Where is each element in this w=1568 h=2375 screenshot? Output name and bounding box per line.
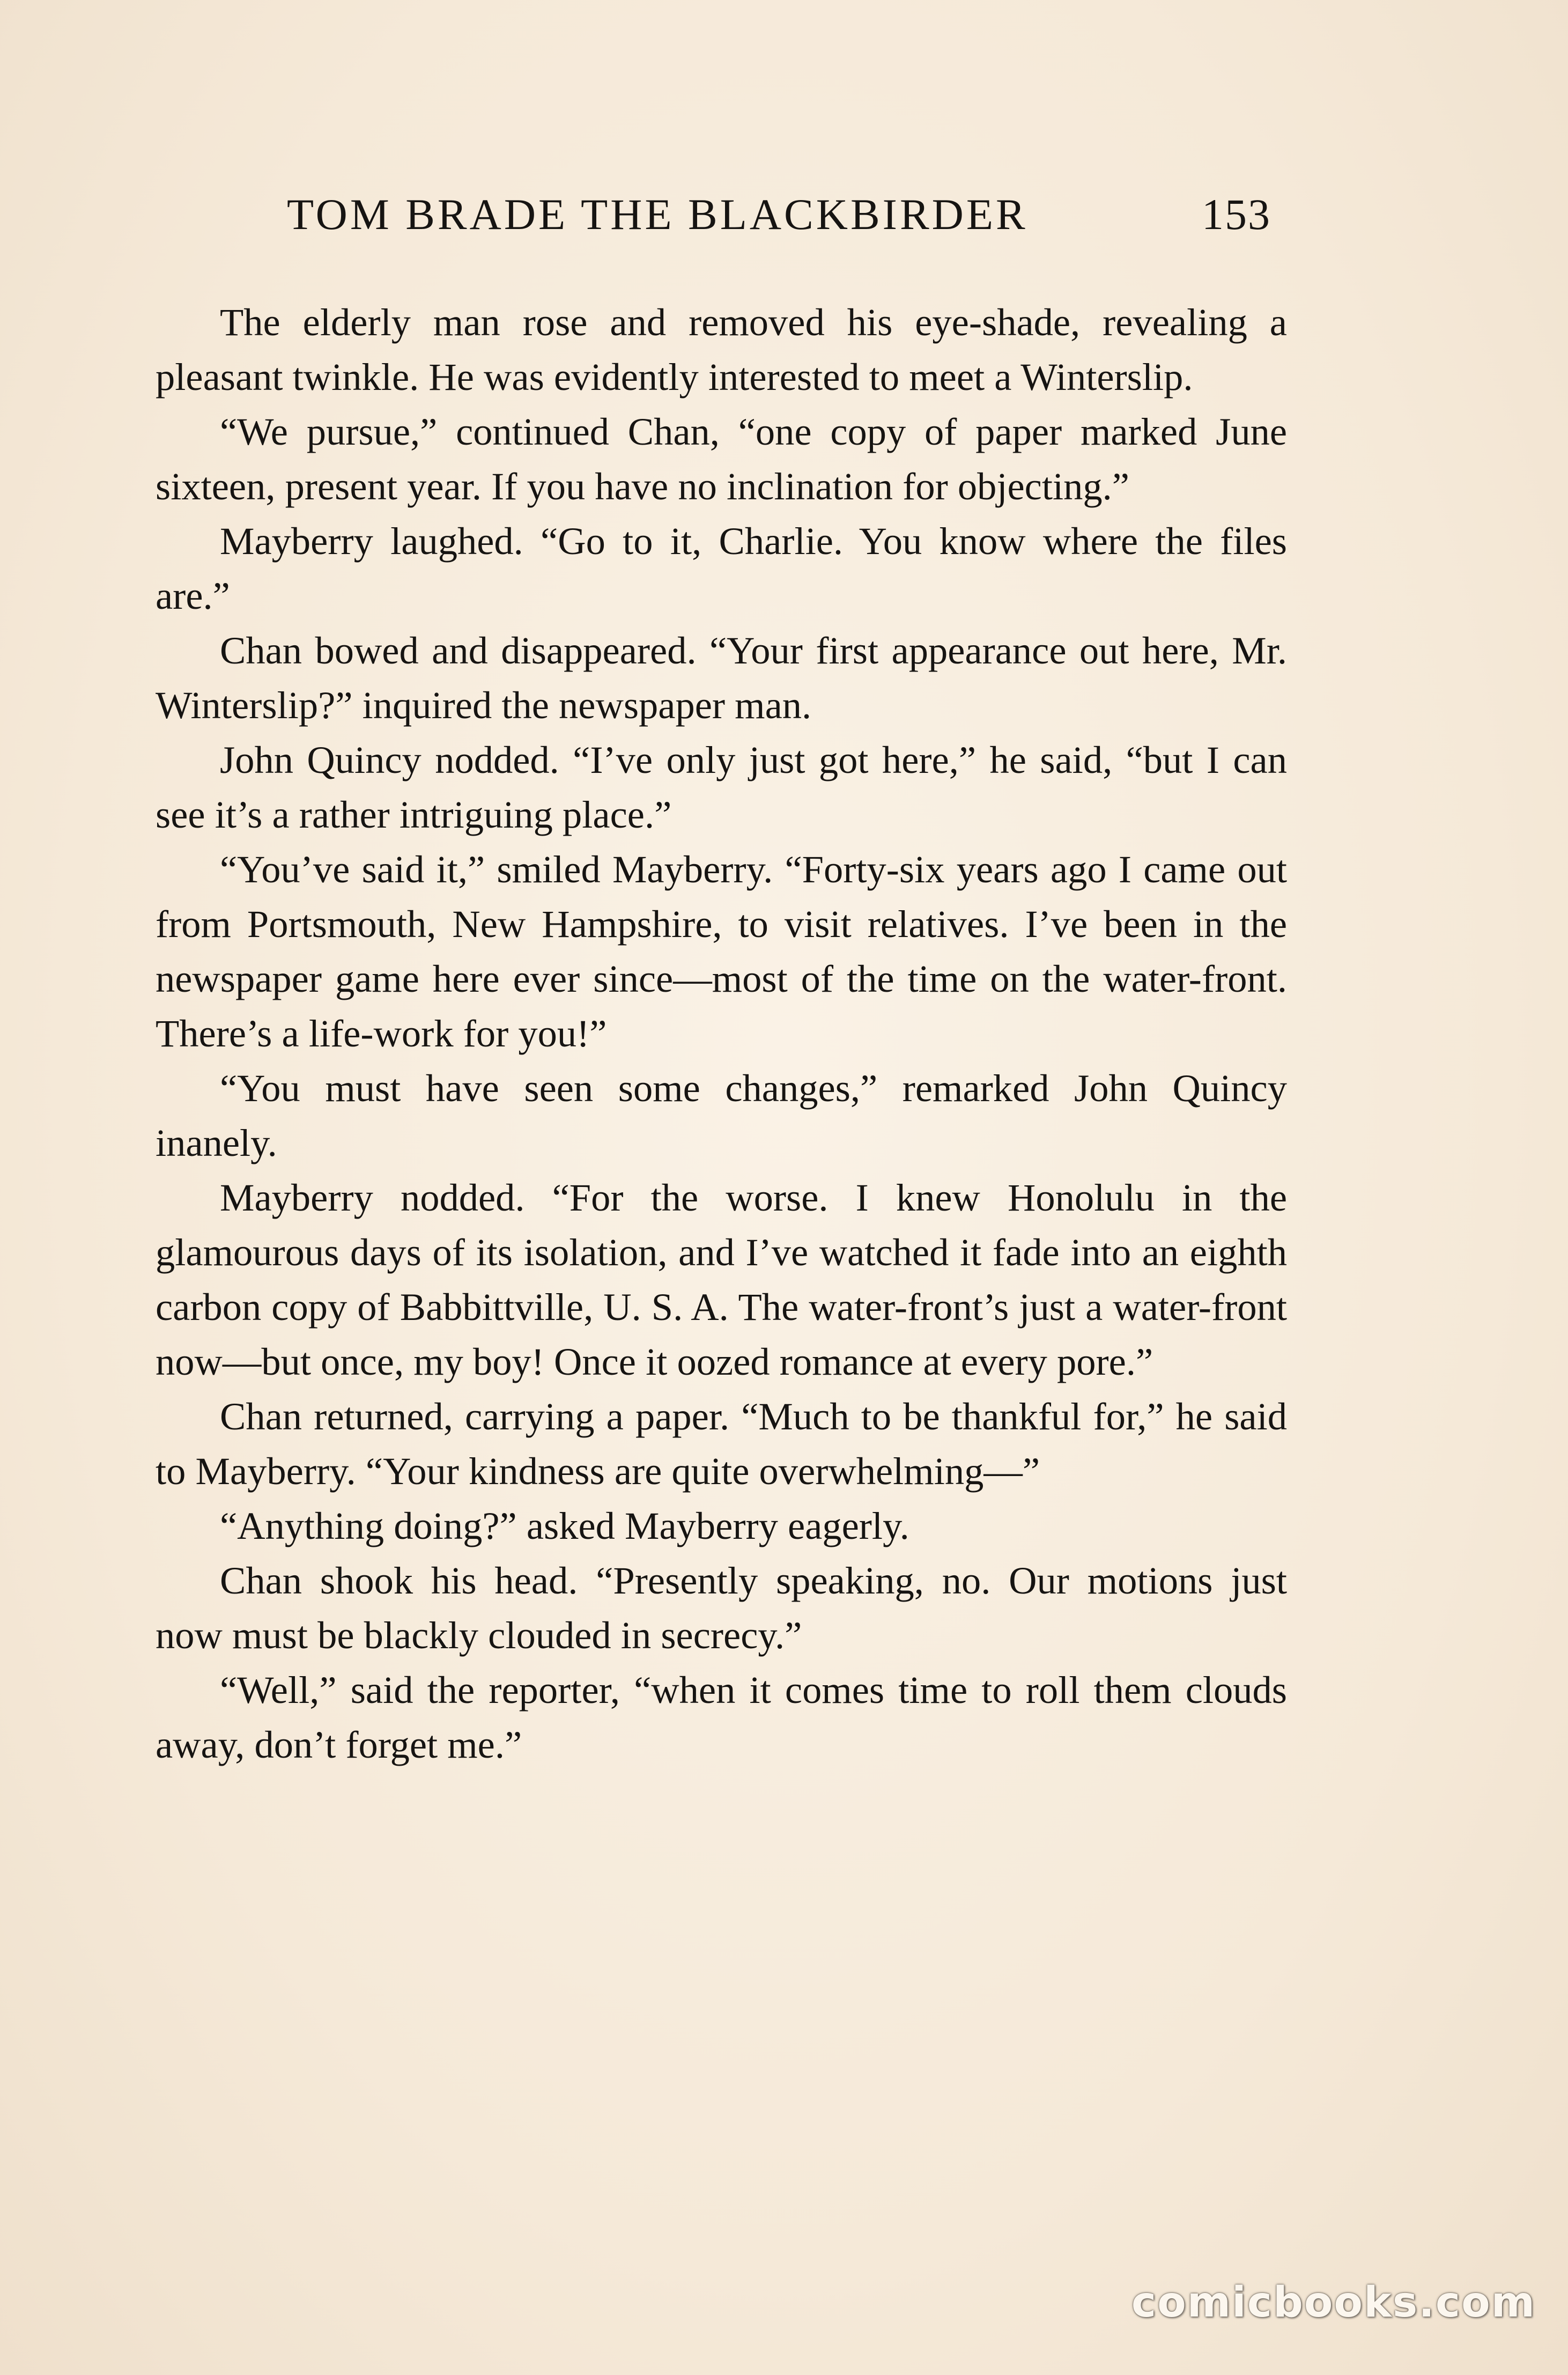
paragraph: Chan bowed and disappeared. “Your first appearance out here, Mr. Winterslip?” inquired the newspaper man. — [156, 629, 1287, 727]
paragraph: The elderly man rose and removed his eye-shade, revealing a pleasant twinkle. He was evidently interested to meet a Winterslip. — [156, 300, 1287, 399]
paragraph: “We pursue,” continued Chan, “one copy of paper marked June sixteen, present year. If you have no inclination for objecting.” — [156, 410, 1287, 508]
page-number: 153 — [1202, 190, 1271, 239]
paragraph: Chan returned, carrying a paper. “Much to be thankful for,” he said to Mayberry. “Your kindness are quite overwhelming—” — [156, 1395, 1287, 1493]
page-header — [279, 185, 1276, 255]
paragraph: “Well,” said the reporter, “when it comes time to roll them clouds away, don’t forget me.” — [156, 1668, 1287, 1766]
watermark: comicbooks.com — [1131, 2278, 1536, 2327]
body-text — [156, 295, 1287, 1772]
paragraph: “Anything doing?” asked Mayberry eagerly. — [220, 1504, 909, 1547]
paragraph: “You’ve said it,” smiled Mayberry. “Forty-six years ago I came out from Portsmouth, New Hampshire, to visit relatives. I’ve been in the newspaper game here ever since—most of the time on the water-front. There’s a life-work for you!” — [156, 847, 1287, 1055]
paragraph: Mayberry laughed. “Go to it, Charlie. You know where the files are.” — [156, 519, 1287, 617]
paragraph: Chan shook his head. “Presently speaking, no. Our motions just now must be blackly clouded in secrecy.” — [156, 1559, 1287, 1657]
paragraph: “You must have seen some changes,” remarked John Quincy inanely. — [156, 1066, 1287, 1164]
paragraph: John Quincy nodded. “I’ve only just got here,” he said, “but I can see it’s a rather intriguing place.” — [156, 738, 1287, 836]
running-title: TOM BRADE THE BLACKBIRDER — [287, 190, 1028, 239]
paragraph: Mayberry nodded. “For the worse. I knew Honolulu in the glamourous days of its isolation, and I’ve watched it fade into an eighth carbon copy of Babbittville, U. S. A. The water-front’s just a water-front now—but once, my boy! Once it oozed romance at every pore.” — [156, 1176, 1287, 1383]
